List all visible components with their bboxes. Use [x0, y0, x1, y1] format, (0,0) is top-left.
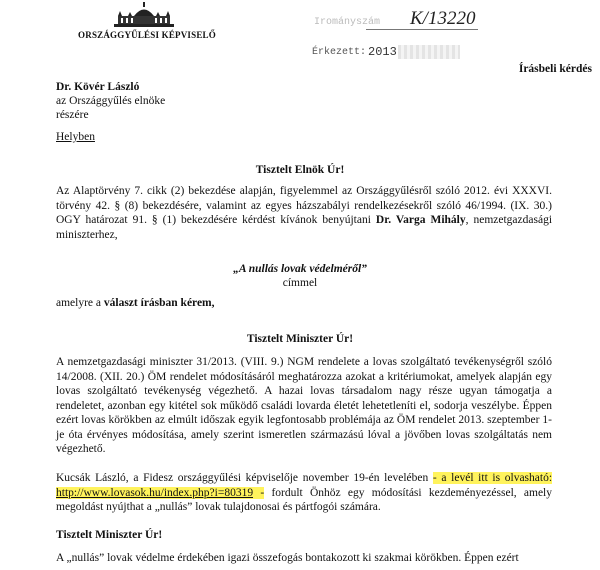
recipient-for: részére — [56, 109, 89, 121]
org-name: ORSZÁGGYŰLÉSI KÉPVISELŐ — [78, 30, 216, 40]
document-kind: Írásbeli kérdés — [518, 63, 592, 75]
body-paragraph-1: A nemzetgazdasági miniszter 31/2013. (VIII. 9.) NGM rendelete a lovas szolgáltató tevékenységről szóló 14/2008. (XII. 20.) ÖM rendelet módosításáról meghatározza azokat a kritériumokat, amelyek alapján egy lovas szolgáltató tevékenység végezhető. A hazai lovas társadalom nagy része ugyan támogatja a rendeletet, azonban egy kitétel sok működő családi lovarda életét lehetetleníti el, sodorja veszélybe. Éppen ezért lovas körökben az elmúlt időszak egyik legfontosabb problémája az ÖM rendelet 2013. szeptember 1-je óta érvényes módosítása, amely szerint ismeretlen származású lóval a jövőben lovas szolgáltatás nem végezhető. — [56, 356, 552, 455]
received-label: Érkezett: — [312, 47, 367, 58]
intro-tail: , nemzetgazdasági miniszterhez, — [56, 214, 553, 241]
body2-tail: fordult Önhöz egy módosítási kezdeményezéssel, amely megoldást nyújthat a „nullás” lovak tulajdonosai és pártfogói számára. — [56, 486, 553, 513]
intro-text: Az Alaptörvény 7. cikk (2) bekezdése alapján, figyelemmel az Országgyűlésről szóló 2012. évi XXXVI. törvény 42. § (8) bekezdésére, valamint az egyes házszabályi rendelkezésekről szóló 46/1994. (IX. 30.) OGY határozat 91. § (1) bekezdésére kérdést kívánok benyújtani — [56, 185, 552, 226]
faded-stamp-area — [398, 45, 460, 59]
question-title: „A nullás lovak védelméről” — [233, 263, 367, 275]
body-paragraph-3: A „nullás” lovak védelme érdekében igazi összefogás bontakozott ki szakmai körökben. Éppen ezért — [56, 552, 519, 564]
request-bold: választ írásban kérem, — [103, 297, 215, 309]
salutation-minister-2: Tisztelt Miniszter Úr! — [56, 529, 163, 541]
intro-paragraph — [56, 184, 552, 242]
minister-name: Dr. Varga Mihály — [375, 214, 466, 226]
registration-label: Irományszám — [314, 17, 381, 28]
registration-number: K/13220 — [410, 8, 476, 29]
body2-lead: Kucsák László, a Fidesz országgyűlési képviselője november 19-én levelében — [56, 472, 429, 484]
received-date: 2013 — [368, 45, 397, 59]
question-cimmel: címmel — [282, 277, 318, 289]
body-paragraph-2 — [56, 471, 552, 515]
highlight-dash: - — [253, 486, 265, 499]
salutation-speaker: Tisztelt Elnök Úr! — [255, 164, 345, 176]
highlight-letter-note: - a levél itt is olvasható: — [432, 472, 553, 484]
parliament-building-icon — [112, 2, 176, 28]
place-line: Helyben — [56, 131, 95, 143]
request-prefix: amelyre a — [56, 297, 102, 309]
letter-link[interactable]: http://www.lovasok.hu/index.php?i=80319 — [56, 486, 254, 499]
salutation-minister: Tisztelt Miniszter Úr! — [246, 333, 354, 345]
recipient-name: Dr. Kövér László — [56, 81, 140, 93]
request-line — [56, 296, 552, 311]
recipient-title: az Országgyűlés elnöke — [56, 95, 166, 107]
